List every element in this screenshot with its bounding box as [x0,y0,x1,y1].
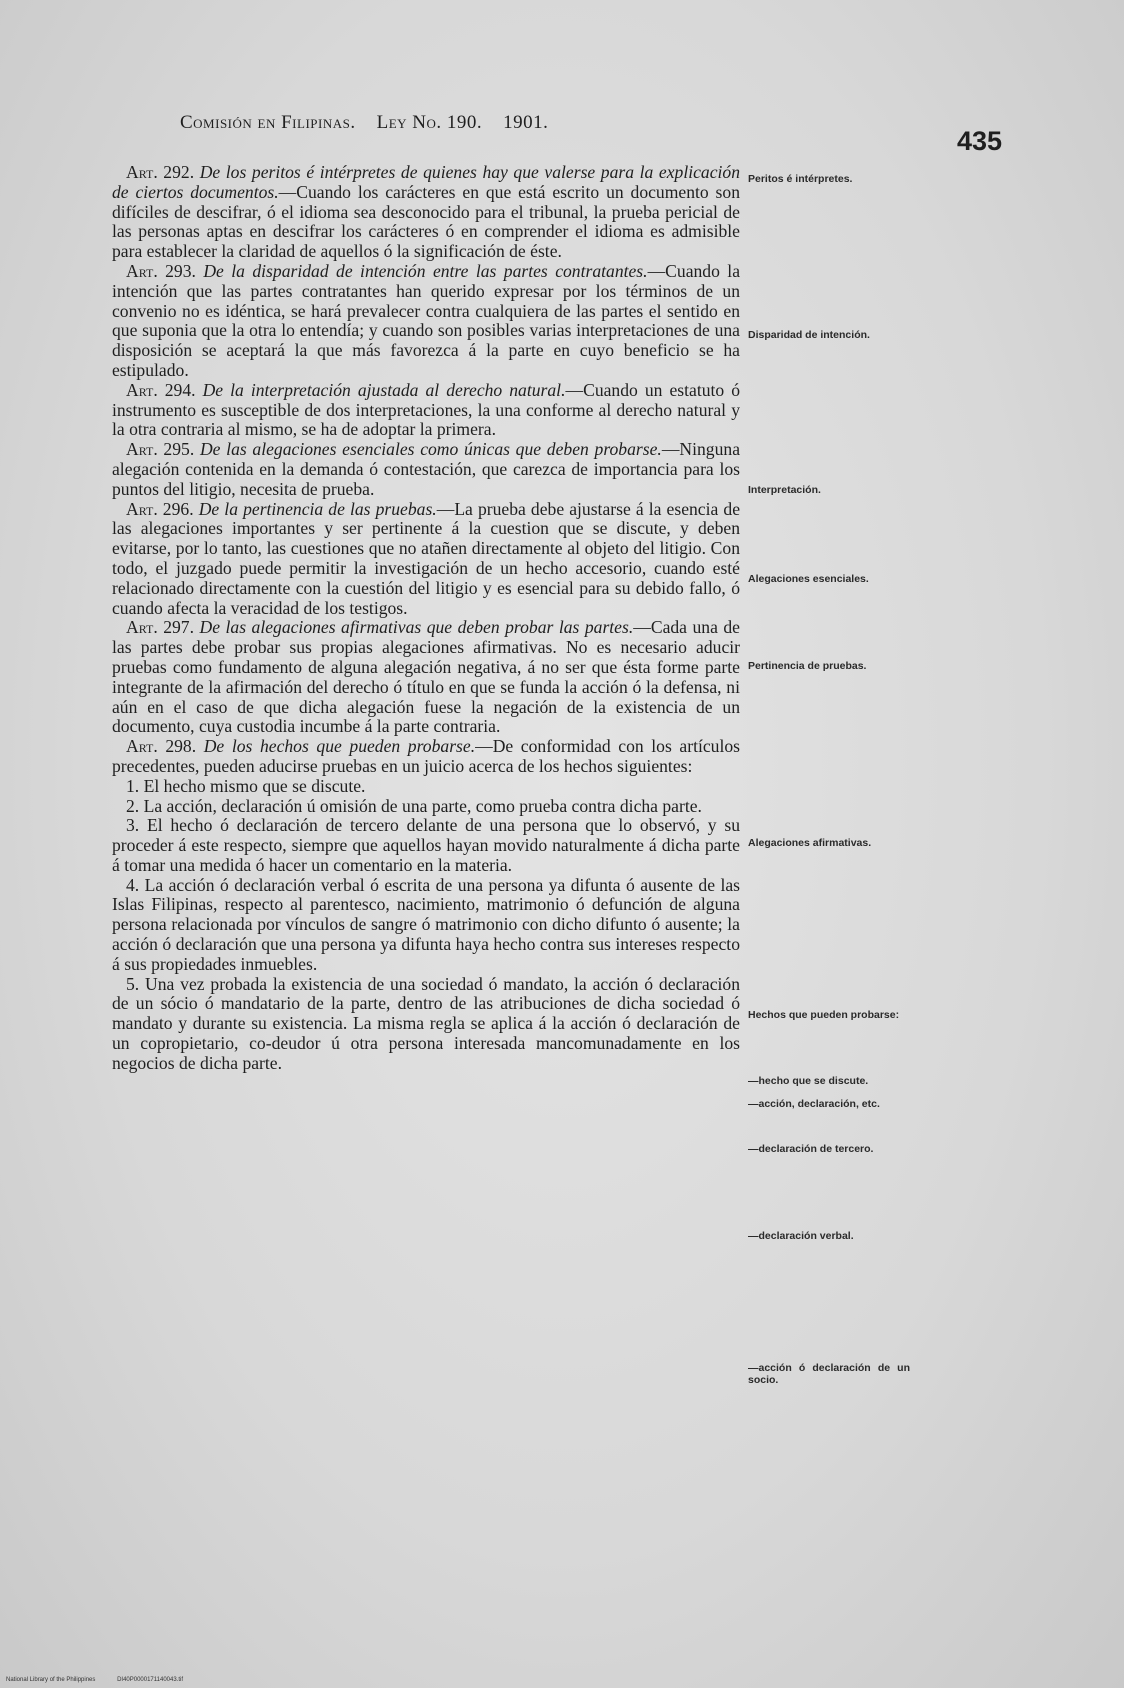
list-item: 3. El hecho ó declaración de tercero delante de una persona que lo observó, y su proceder á este respecto, siempre que aquellos hayan movido naturalmente á dicha parte á tomar una medida ó hacer un comentario en la materia. [112,815,740,875]
scan-footer [6,1677,203,1683]
footer-library: National Library of the Philippines [6,1677,96,1683]
margin-note: Disparidad de intención. [748,329,870,341]
article-293 [112,262,740,381]
article-title: De los hechos que pueden probarse. [203,736,476,757]
list-item: 2. La acción, declaración ú omisión de una parte, como prueba contra dicha parte. [126,795,702,816]
margin-note: Hechos que pueden probarse: [748,1009,900,1021]
article-text: —De conformidad con los artículos precedentes, pueden aducirse pruebas en un juicio acerca de los hechos siguientes: [112,736,740,776]
article-text: —Ninguna alegación contenida en la demanda ó contestación, que carezca de importancia para los puntos del litigio, necesita de prueba. [112,439,740,499]
article-label: Art. 298. [126,736,197,757]
article-label: Art. 293. [126,260,196,281]
article-label: Art. 297. [126,617,194,638]
article-text: —La prueba debe ajustarse á la esencia de las alegaciones importantes y ser pertinente á la cuestion que se discute, y deben evitarse, por lo tanto, las cuestiones que no atañen directamente al objeto del litigio. Con todo, el juzgado puede permitir la investigación de un hecho accesorio, cuando esté relacionado directamente con la cuestión del litigio y es esencial para su debido fallo, ó cuando afecta la veracidad de los testigos. [112,498,741,618]
list-item: 4. La acción ó declaración verbal ó escrita de una persona ya difunta ó ausente de las Islas Filipinas, respecto al parentesco, nacimiento, matrimonio ó defunción de alguna persona relacionada por vínculos de sangre ó matrimonio con dicho difunto ó ausente; la acción ó declaración que una persona ya difunta haya hecho contra sus intereses respecto á sus propiedades inmuebles. [112,874,740,974]
article-title: De las alegaciones esenciales como únicas que deben probarse. [199,439,662,460]
margin-note: Interpretación. [748,484,821,496]
article-text: —Cada una de las partes debe probar sus propias alegaciones afirmativas. No es necesario aducir pruebas como fundamento de alguna alegación negativa, á no ser que ésta forme parte integrante de la afirmación del derecho ó título en que se funda la acción ó la defensa, ni aún en el caso de que dicha alegación fuese la negación de la existencia de un documento, cuya custodia incumbe á la parte contraria. [112,617,740,737]
article-298 [112,737,740,777]
article-title: De la interpretación ajustada al derecho natural. [202,379,566,400]
article-title: De los peritos é intérpretes de quienes hay que valerse para la explicación de ciertos documentos. [112,162,740,202]
article-295 [112,440,740,499]
article-text: —Cuando un estatuto ó instrumento es susceptible de dos interpretaciones, la una conforme al derecho natural y la otra contraria al mismo, se ha de adoptar la primera. [112,379,741,440]
running-head [180,112,1080,134]
article-296 [112,500,740,619]
page-number: 435 [957,126,1003,156]
article-294 [112,381,740,440]
article-label: Art. 294. [126,379,196,400]
margin-note: Pertinencia de pruebas. [748,660,867,672]
article-292 [112,163,740,262]
body-text [112,163,740,1074]
footer-id: DI40P0000171140043.tif [117,1677,184,1683]
margin-note: —acción, declaración, etc. [748,1098,880,1110]
margin-note: —declaración verbal. [748,1230,854,1242]
list-item: 5. Una vez probada la existencia de una sociedad ó mandato, la acción ó declaración de un sócio ó mandatario de la parte, dentro de las atribuciones de dicha sociedad ó mandato y durante su existencia. La misma regla se aplica á la acción ó declaración de un copropietario, co-deudor ú otra persona interesada mancomunadamente en los negocios de dicha parte. [112,973,740,1073]
article-title: De la disparidad de intención entre las partes contratantes. [203,260,648,281]
article-title: De las alegaciones afirmativas que deben probar las partes. [199,617,634,638]
margin-note: Alegaciones esenciales. [748,573,869,585]
header-law: Ley No. 190. [376,112,483,133]
margin-note: —acción ó declaración de un socio. [748,1362,910,1386]
article-text: —Cuando la intención que las partes contratantes han querido expresar por los términos de un convenio no es idéntica, se hará prevalecer contra cualquiera de las partes el sentido en que suponia que la otra lo entendía; y cuando son posibles varias interpretaciones de una disposición se aceptará la que más favorezca á la parte en cuyo beneficio se ha estipulado. [112,260,740,380]
header-title: Comisión en Filipinas. [180,112,356,133]
margin-note: —hecho que se discute. [748,1075,869,1087]
article-label: Art. 296. [126,498,194,519]
header-year: 1901. [503,112,549,133]
article-label: Art. 292. [126,162,195,182]
article-label: Art. 295. [126,439,195,460]
article-text: —Cuando los carácteres en que está escrito un documento son difíciles de descifrar, ó el idioma sea desconocido para el tribunal, la prueba pericial de las personas aptas en descifrar los carácteres ó en comprender el idioma es admisible para establecer la claridad de aquellos ó la significación de éste. [112,181,741,262]
article-297 [112,618,740,737]
margin-note: Peritos é intérpretes. [748,173,853,185]
list-item: 1. El hecho mismo que se discute. [126,775,366,796]
article-title: De la pertinencia de las pruebas. [198,498,437,519]
margin-note: —declaración de tercero. [748,1143,874,1155]
margin-note: Alegaciones afirmativas. [748,837,872,849]
